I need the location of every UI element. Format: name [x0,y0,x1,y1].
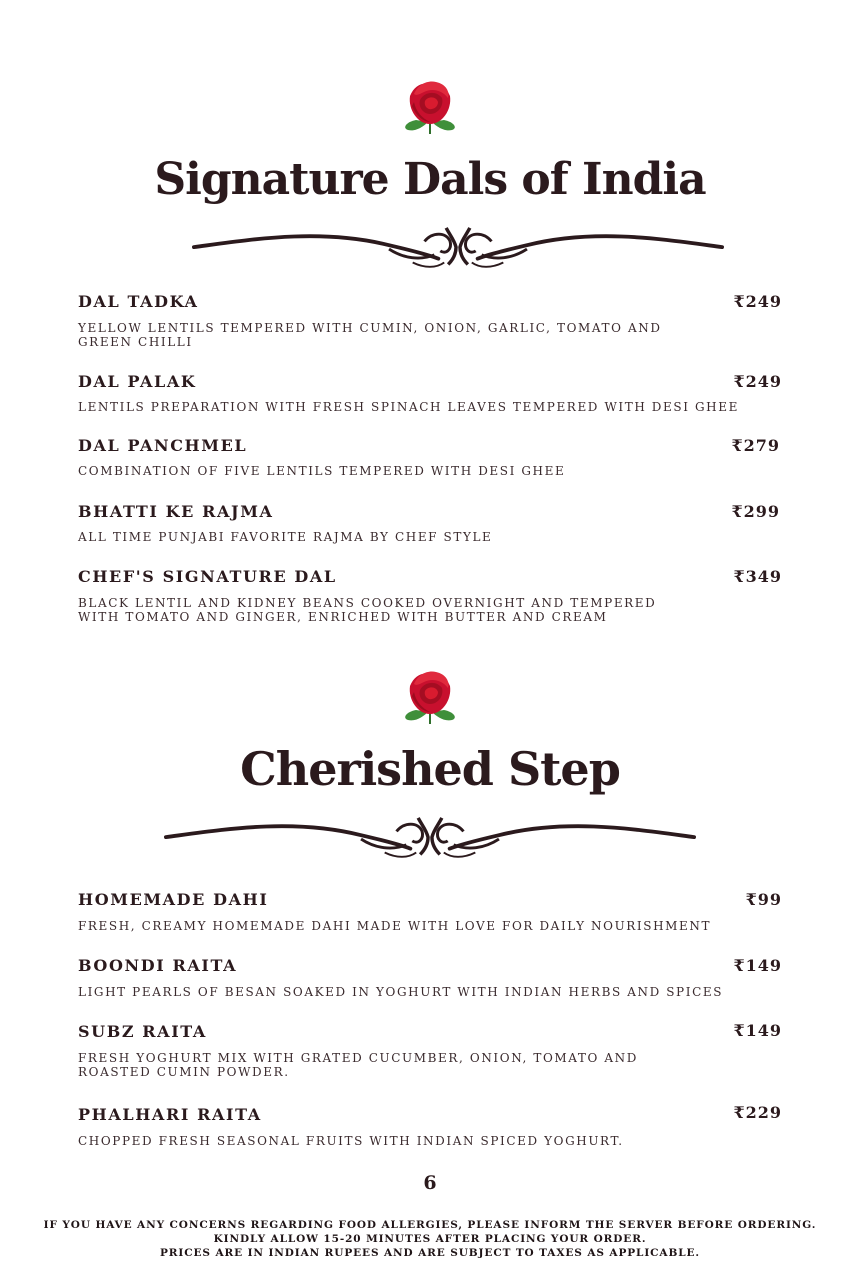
menu-item-name: PHALHARI RAITA [78,1105,262,1124]
section-title: Signature Dals of India [154,154,706,205]
menu-item-price: ₹299 [731,502,780,521]
menu-item-price: ₹149 [733,1021,782,1040]
menu-item-price: ₹149 [733,956,782,975]
menu-item-price: ₹229 [733,1103,782,1122]
menu-item-name: DAL PALAK [78,372,197,391]
rose-icon [398,76,462,136]
menu-item-price: ₹249 [733,292,782,311]
footer-allergy-note: IF YOU HAVE ANY CONCERNS REGARDING FOOD ALLERGIES, PLEASE INFORM THE SERVER BEFORE ORDERING. [43,1219,817,1231]
section-title: Cherished Step [240,742,620,796]
menu-item-description: BLACK LENTIL AND KIDNEY BEANS COOKED OVERNIGHT AND TEMPERED WITH TOMATO AND GINGER, ENRICHED WITH BUTTER AND CREAM [78,596,657,624]
menu-item-price: ₹279 [731,436,780,455]
menu-item-name: CHEF'S SIGNATURE DAL [78,567,337,586]
menu-item-description: FRESH YOGHURT MIX WITH GRATED CUCUMBER, ONION, TOMATO AND ROASTED CUMIN POWDER. [78,1051,638,1079]
rose-icon [398,666,462,726]
menu-item-description: LIGHT PEARLS OF BESAN SOAKED IN YOGHURT WITH INDIAN HERBS AND SPICES [78,985,724,999]
flourish-divider-icon [164,816,696,864]
menu-item-price: ₹99 [745,890,782,909]
page-number: 6 [423,1172,437,1194]
menu-item-name: BOONDI RAITA [78,956,238,975]
menu-item-name: HOMEMADE DAHI [78,890,269,909]
menu-item-name: SUBZ RAITA [78,1022,207,1041]
menu-item-name: DAL TADKA [78,292,199,311]
menu-item-name: BHATTI KE RAJMA [78,502,274,521]
menu-item-description: ALL TIME PUNJABI FAVORITE RAJMA BY CHEF STYLE [78,530,493,544]
menu-item-description: FRESH, CREAMY HOMEMADE DAHI MADE WITH LOVE FOR DAILY NOURISHMENT [78,919,712,933]
menu-item-description: CHOPPED FRESH SEASONAL FRUITS WITH INDIAN SPICED YOGHURT. [78,1134,624,1148]
menu-item-description: YELLOW LENTILS TEMPERED WITH CUMIN, ONION, GARLIC, TOMATO AND GREEN CHILLI [78,321,662,349]
menu-item-name: DAL PANCHMEL [78,436,248,455]
menu-item-price: ₹249 [733,372,782,391]
menu-item-description: COMBINATION OF FIVE LENTILS TEMPERED WITH DESI GHEE [78,464,566,478]
menu-item-price: ₹349 [733,567,782,586]
menu-item-description: LENTILS PREPARATION WITH FRESH SPINACH LEAVES TEMPERED WITH DESI GHEE [78,400,739,414]
footer-wait-note: KINDLY ALLOW 15-20 MINUTES AFTER PLACING YOUR ORDER. [213,1233,647,1245]
flourish-divider-icon [192,226,724,274]
footer-price-note: PRICES ARE IN INDIAN RUPEES AND ARE SUBJECT TO TAXES AS APPLICABLE. [160,1247,700,1259]
